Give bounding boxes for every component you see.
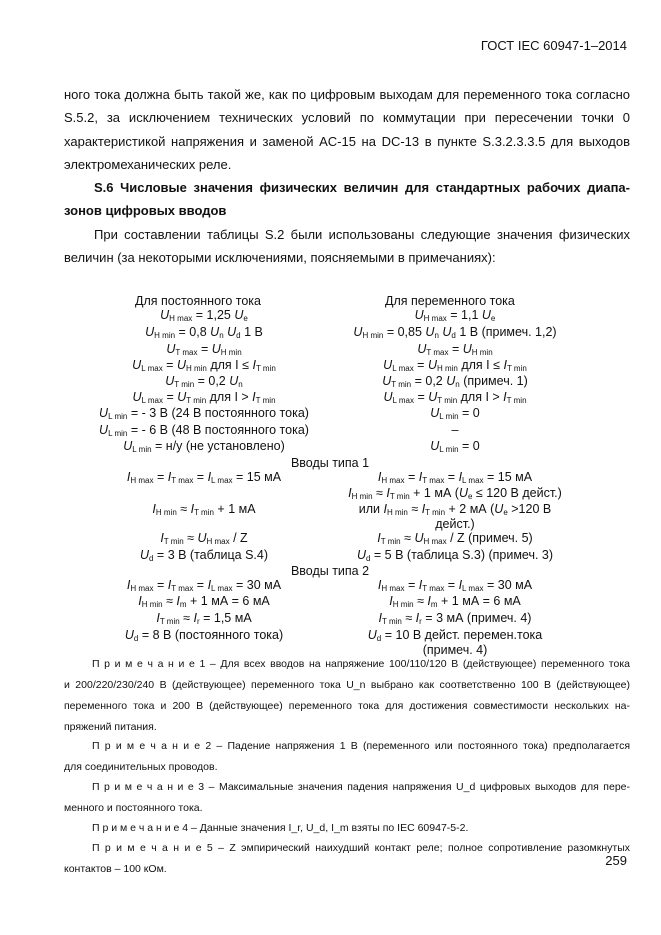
ac-formula-f4: $U_{L max} = U_{H min}$ для $I \le I_{T min}$ bbox=[383, 358, 527, 373]
dc-column-title: Для постоянного тока bbox=[135, 294, 261, 308]
ac-type2-line-4: $U_d = 10$ В дейст. перемен.тока bbox=[367, 628, 543, 643]
dc-formula-f8: $U_{L min}$ = - 6 В (48 В постоянного тока) bbox=[99, 423, 309, 438]
ac-type2-line-3: $I_{T min} \approx I_r = 3$ мА (примеч. 4) bbox=[378, 611, 532, 626]
note-3 bbox=[64, 777, 630, 819]
ac-formula-f8: – bbox=[451, 423, 459, 437]
intro-line-3: характеристикой напряжения и заменой AC-15 на DC-13 в пункте S.3.2.3.3.5 для выходов bbox=[64, 133, 630, 149]
dc-formula-f2: $U_{H min} = 0,8$ $U_n$ $U_d$ 1 В bbox=[145, 325, 263, 340]
dc-type1-line-3: $I_{T min} \approx U_{H max} / Z$ bbox=[160, 531, 248, 546]
ac-type1-line-4: дейст.) bbox=[435, 517, 475, 531]
dc-formula-f5: $U_{T min} = 0,2$ $U_n$ bbox=[165, 374, 243, 389]
note-1-line-1: П р и м е ч а н и е 1 – Для всех вводов на напряжение 100/110/120 В (действующее) переменного тока bbox=[92, 658, 630, 670]
intro-line-2: S.5.2, за исключением технических условий по коммутации при пересечении точки 0 bbox=[64, 110, 630, 126]
ac-type2-line-5: (примеч. 4) bbox=[422, 643, 488, 657]
dc-type2-line-2: $I_{H min} \approx I_m + 1$ мА = 6 мА bbox=[138, 594, 270, 609]
ac-type2-line-2: $I_{H min} \approx I_m + 1$ мА = 6 мА bbox=[389, 594, 521, 609]
section-text-line-2: величин (за некоторыми исключениями, поясняемыми в примечаниях): bbox=[64, 249, 496, 265]
note-1-line-2: и 200/220/230/240 В (действующее) переменного тока U_n выбрано как соответственно 100 В (действующее) bbox=[64, 679, 630, 691]
ac-formula-f6: $U_{L max} = U_{T min}$ для $I > I_{T min}$ bbox=[383, 390, 527, 405]
ac-type1-line-5: $I_{T min} \approx U_{H max} / Z$ (примеч. 5) bbox=[377, 531, 533, 546]
ac-type1-line-6: $U_d = 5$ В (таблица S.3) (примеч. 3) bbox=[356, 548, 554, 563]
section-title-line-1: S.6 Числовые значения физических величин для стандартных рабочих диапа- bbox=[94, 180, 630, 195]
section-block bbox=[64, 176, 630, 269]
dc-formula-f4: $U_{L max} = U_{H min}$ для $I \le I_{T min}$ bbox=[132, 358, 276, 373]
dc-formula-f6: $U_{L max} = U_{T min}$ для $I > I_{T min}$ bbox=[132, 390, 276, 405]
document-header: ГОСТ IEC 60947-1–2014 bbox=[480, 38, 627, 53]
dc-type2-line-4: $U_d = 8$ В (постоянного тока) bbox=[124, 628, 284, 643]
note-3-line-2: менного и постоянного тока. bbox=[64, 802, 203, 814]
ac-type1-line-2: $I_{H min} \approx I_{T min} + 1$ мА ($U_e \le 120$ В дейст.) bbox=[348, 486, 562, 501]
ac-type1-line-3: или $I_{H min} \approx I_{T min} + 2$ мА ($U_e >120$ В bbox=[358, 502, 552, 517]
intro-line-1: ного тока должна быть такой же, как по цифровым выходам для переменного тока согласно bbox=[64, 87, 630, 102]
ac-type2-line-1: $I_{H max} = I_{T max} = I_{L max} = 30$ мА bbox=[377, 578, 533, 593]
note-4 bbox=[64, 818, 630, 839]
type1-title: Вводы типа 1 bbox=[290, 456, 370, 470]
type2-title: Вводы типа 2 bbox=[290, 564, 370, 578]
dc-formula-f1: $U_{H max} = 1,25$ $U_e$ bbox=[160, 308, 248, 323]
ac-type1-line-1: $I_{H max} = I_{T max} = I_{L max} = 15$ мА bbox=[377, 470, 533, 485]
ac-formula-f1: $U_{H max} = 1,1$ $U_e$ bbox=[414, 308, 496, 323]
note-3-line-1: П р и м е ч а н и е 3 – Максимальные значения падения напряжения U_d цифровых выходов для пере- bbox=[92, 781, 630, 793]
section-title-line-2: зонов цифровых вводов bbox=[64, 203, 227, 219]
page-number: 259 bbox=[605, 853, 627, 868]
note-2-line-1: П р и м е ч а н и е 2 – Падение напряжения 1 В (переменного или постоянного тока) предполагается bbox=[92, 740, 630, 752]
dc-formula-f3: $U_{T max} = U_{H min}$ bbox=[166, 342, 242, 357]
ac-column-title: Для переменного тока bbox=[385, 294, 515, 308]
note-4-line-1: П р и м е ч а н и е 4 – Данные значения I_r, U_d, I_m взяты по IEC 60947-5-2. bbox=[92, 822, 469, 834]
ac-formula-f3: $U_{T max} = U_{H min}$ bbox=[417, 342, 493, 357]
dc-type1-line-2: $I_{H min} \approx I_{T min} + 1$ мА bbox=[152, 502, 256, 517]
dc-formula-f7: $U_{L min}$ = - 3 В (24 В постоянного тока) bbox=[99, 406, 309, 421]
note-5-line-2: контактов – 100 кОм. bbox=[64, 863, 167, 875]
dc-type1-line-1: $I_{H max} = I_{T max} = I_{L max} = 15$ мА bbox=[126, 470, 282, 485]
note-2-line-2: для соединительных проводов. bbox=[64, 761, 218, 773]
note-5-line-1: П р и м е ч а н и е 5 – Z эмпирический наихудший контакт реле; полное сопротивление разомкнутых bbox=[92, 842, 630, 854]
dc-type2-line-3: $I_{T min} \approx I_r = 1,5$ мА bbox=[156, 611, 252, 626]
intro-paragraph bbox=[64, 83, 630, 176]
ac-formula-f7: $U_{L min} = 0$ bbox=[430, 406, 480, 421]
note-5 bbox=[64, 838, 630, 880]
note-1-line-3: переменного тока и 200 В (действующее) переменного тока для достижения совместимости нескольких на- bbox=[64, 700, 630, 712]
dc-type2-line-1: $I_{H max} = I_{T max} = I_{L max} = 30$ мА bbox=[126, 578, 282, 593]
note-1-line-4: пряжений питания. bbox=[64, 721, 157, 733]
ac-formula-f9: $U_{L min} = 0$ bbox=[430, 439, 480, 454]
section-text-line-1: При составлении таблицы S.2 были использованы следующие значения физических bbox=[94, 226, 630, 242]
ac-formula-f2: $U_{H min} = 0,85$ $U_n$ $U_d$ 1 В (примеч. 1,2) bbox=[353, 325, 557, 340]
dc-formula-f9: $U_{L min} = н/у$ (не установлено) bbox=[123, 439, 285, 454]
note-1 bbox=[64, 654, 630, 738]
note-2 bbox=[64, 736, 630, 778]
ac-formula-f5: $U_{T min} = 0,2$ $U_n$ (примеч. 1) bbox=[382, 374, 528, 389]
dc-type1-line-4: $U_d = 3$ В (таблица S.4) bbox=[139, 548, 269, 563]
intro-line-4: электромеханических реле. bbox=[64, 156, 232, 172]
